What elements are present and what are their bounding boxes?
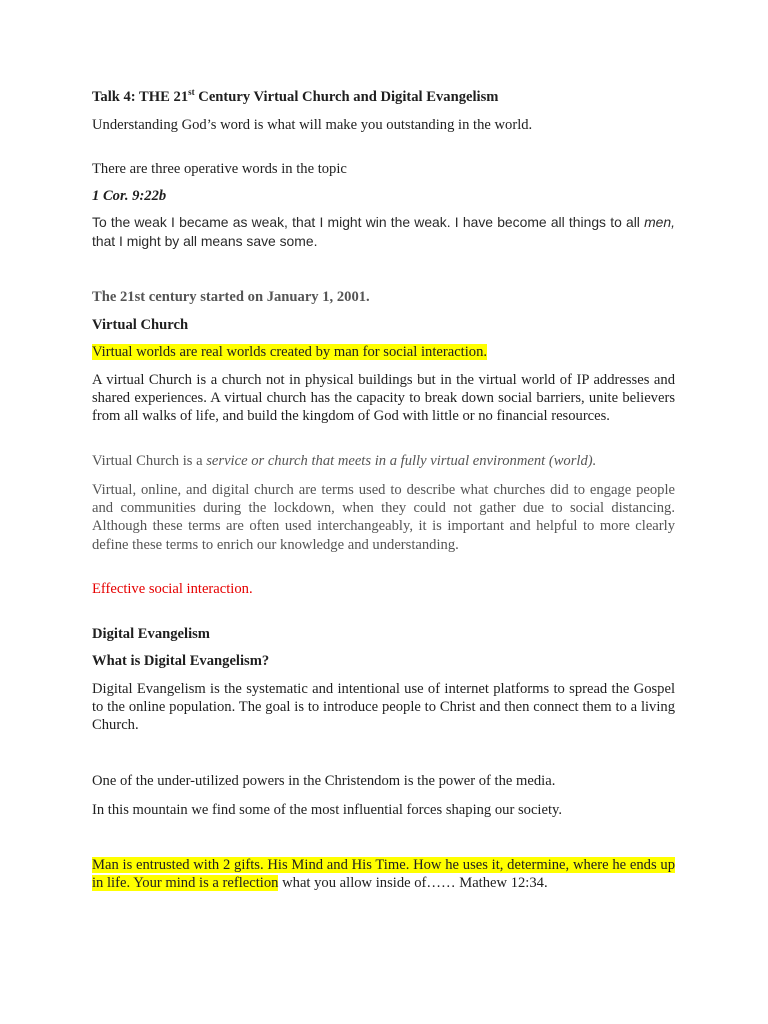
- what-is-digital-evangelism-heading: What is Digital Evangelism?: [92, 653, 270, 669]
- scripture-part-2: that I might by all means save some.: [92, 233, 318, 249]
- scripture-part-1: To the weak I became as weak, that I might win the weak. I have become all things to all: [92, 214, 645, 230]
- gifts-paragraph: [92, 856, 675, 892]
- digital-evangelism-paragraph: Digital Evangelism is the systematic and intentional use of internet platforms to spread the Gospel to the online population. The goal is to introduce people to Christ and then connect them to a living Church.: [92, 681, 675, 734]
- scripture-reference: 1 Cor. 9:22b: [92, 188, 167, 204]
- definition-prefix: Virtual Church is a: [92, 453, 207, 469]
- title-text-suffix: Century Virtual Church and Digital Evangelism: [194, 89, 499, 105]
- intro-line: Understanding God’s word is what will make you outstanding in the world.: [92, 117, 533, 133]
- virtual-worlds-highlight-line: [92, 343, 675, 361]
- gifts-highlight: Man is entrusted with 2 gifts. His Mind and His Time. How he uses it, determine, where he ends up in life. Your mind is a reflection: [92, 857, 675, 892]
- digital-evangelism-heading: Digital Evangelism: [92, 626, 210, 642]
- virtual-church-paragraph: A virtual Church is a church not in physical buildings but in the virtual world of IP addresses and shared experiences. A virtual church has the capacity to break down social barriers, unite believers from all walks of life, and build the kingdom of God with little or no financial resources.: [92, 372, 675, 425]
- mountain-paragraph: In this mountain we find some of the most influential forces shaping our society.: [92, 802, 563, 818]
- virtual-worlds-highlight: Virtual worlds are real worlds created by man for social interaction.: [92, 344, 488, 360]
- definition-italic: service or church that meets in a fully virtual environment (world).: [206, 453, 597, 469]
- talk-title: [92, 88, 675, 106]
- virtual-church-heading: Virtual Church: [92, 317, 189, 333]
- scripture-text: [92, 213, 675, 251]
- gifts-rest: what you allow inside of…… Mathew 12:34.: [278, 875, 548, 892]
- terms-paragraph: Virtual, online, and digital church are terms used to describe what churches did to engage people and communities during the lockdown, when they could not gather due to social distancing. Although these terms are often used interchangeably, it is important and helpful to more clearly define these terms to enrich our knowledge and understanding.: [92, 482, 675, 553]
- effective-social-line: Effective social interaction.: [92, 581, 253, 597]
- title-superscript: st: [188, 87, 195, 97]
- title-text: Talk 4: THE 21: [92, 89, 189, 105]
- century-start-line: The 21st century started on January 1, 2001.: [92, 289, 370, 305]
- virtual-church-definition: [92, 452, 675, 470]
- media-paragraph: One of the under-utilized powers in the Christendom is the power of the media.: [92, 773, 556, 789]
- operative-words-line: There are three operative words in the topic: [92, 161, 347, 177]
- scripture-italic: men,: [644, 214, 675, 230]
